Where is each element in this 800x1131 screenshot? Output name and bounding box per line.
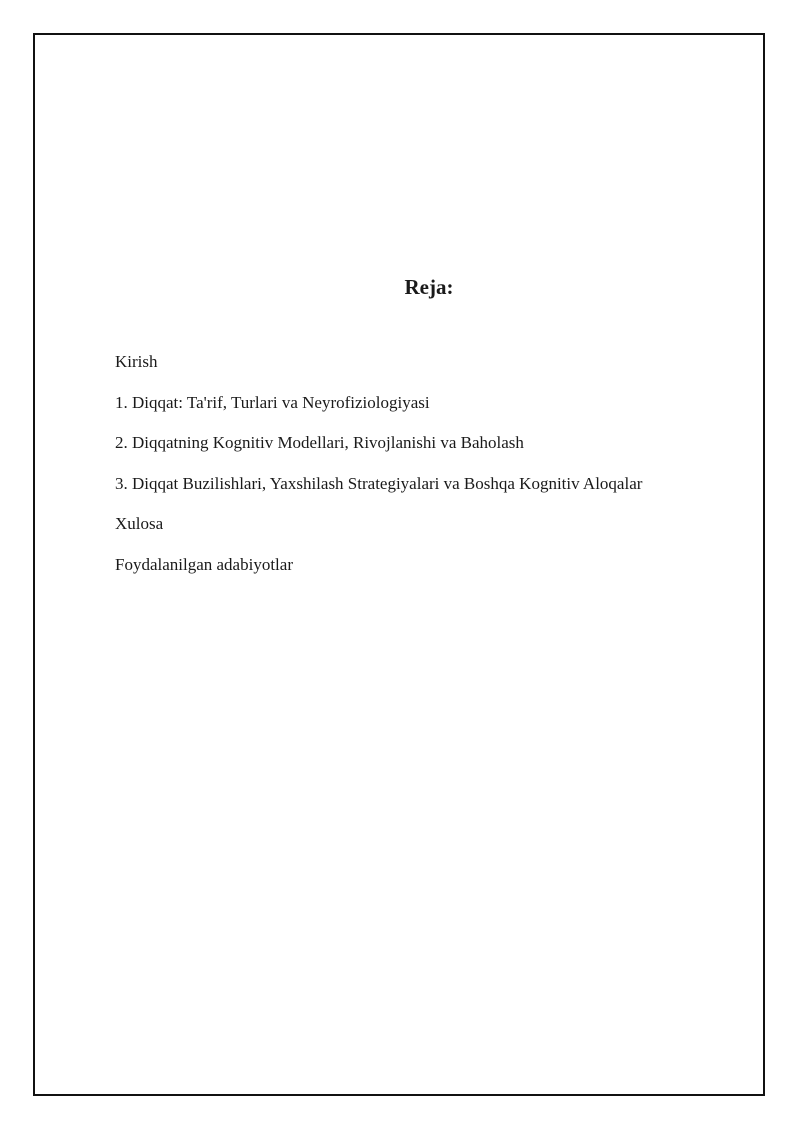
toc-item-conclusion: Xulosa xyxy=(115,514,164,534)
table-of-contents xyxy=(115,348,642,592)
page-title: Reja: xyxy=(404,275,454,299)
toc-item-references: Foydalanilgan adabiyotlar xyxy=(115,554,293,574)
toc-item-chapter-2: 2. Diqqatning Kognitiv Modellari, Rivojlanishi va Baholash xyxy=(115,433,524,453)
toc-item-introduction: Kirish xyxy=(115,352,158,371)
toc-item-chapter-1: 1. Diqqat: Ta'rif, Turlari va Neyrofiziologiyasi xyxy=(115,392,430,412)
toc-item-chapter-3: 3. Diqqat Buzilishlari, Yaxshilash Strategiyalari va Boshqa Kognitiv Aloqalar xyxy=(115,473,643,493)
